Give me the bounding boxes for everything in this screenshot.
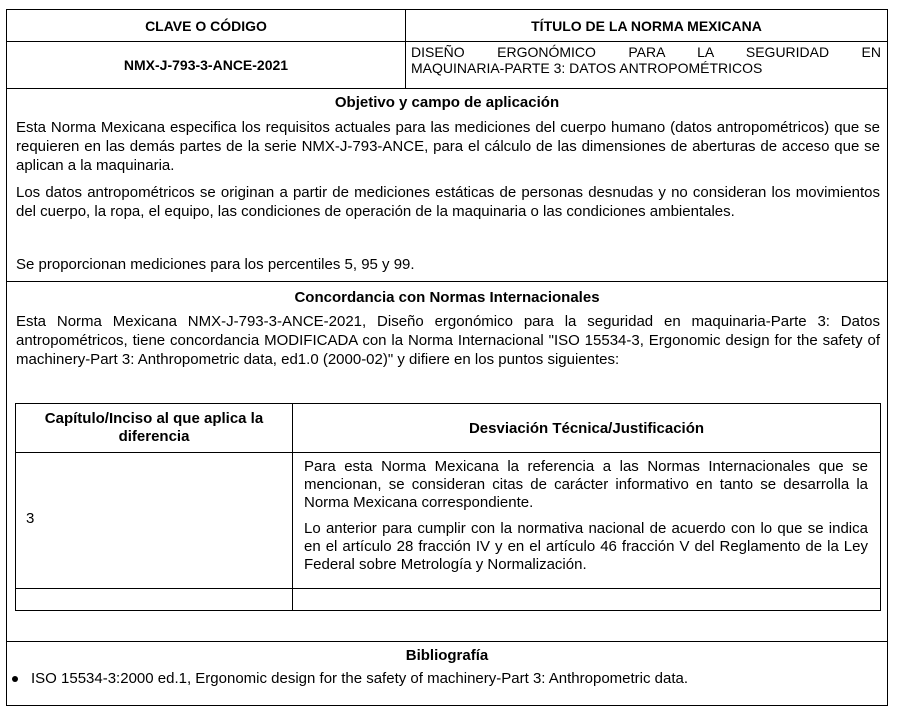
deviation-column-header: Desviación Técnica/Justificación <box>468 419 705 437</box>
title-column-header: TÍTULO DE LA NORMA MEXICANA <box>531 17 762 34</box>
concordance-paragraph: Esta Norma Mexicana NMX-J-793-3-ANCE-2021, Diseño ergonómico para la seguridad en maquinaria-Parte 3: Datos antropométricos, tiene concordancia MODIFICADA con la Norma Internacional "ISO 15534-3, Ergonomic design for the safety of machinery-Part 3: Anthropometric data, ed1.0 (2000-02)" y difiere en los puntos siguientes: <box>16 313 880 368</box>
norm-title-line-2: MAQUINARIA-PARTE 3: DATOS ANTROPOMÉTRICOS <box>411 60 763 76</box>
concordance-heading: Concordancia con Normas Internacionales <box>294 289 600 306</box>
deviation-cell <box>304 458 868 582</box>
norm-summary-table <box>6 9 888 706</box>
objective-paragraph-1: Esta Norma Mexicana especifica los requisitos actuales para las mediciones del cuerpo humano (datos antropométricos) que se requieren en las demás partes de la serie NMX-J-793-ANCE, para el cálculo de las dimensiones de aberturas de acceso que se aplican a la maquinaria. <box>16 119 880 174</box>
bibliography-item-text: ISO 15534-3:2000 ed.1, Ergonomic design for the safety of machinery-Part 3: Anthropometric data. <box>31 670 689 687</box>
row-divider <box>16 588 880 589</box>
objective-paragraph-3: Se proporcionan mediciones para los percentiles 5, 95 y 99. <box>16 256 415 273</box>
header-row <box>7 10 887 42</box>
norm-code: NMX-J-793-3-ANCE-2021 <box>7 42 406 88</box>
norm-title <box>411 44 881 76</box>
deviation-text-1: Para esta Norma Mexicana la referencia a las Normas Internacionales que se mencionan, se consideran citas de carácter informativo en tanto se desarrolla la Norma Mexicana correspondiente. <box>304 458 868 511</box>
bibliography-heading: Bibliografía <box>405 647 489 664</box>
section-divider <box>7 641 887 642</box>
code-column-header: CLAVE O CÓDIGO <box>7 10 406 41</box>
norm-identification-row <box>7 42 887 89</box>
bullet-icon <box>12 676 18 682</box>
section-divider <box>7 281 887 282</box>
objective-paragraph-2: Los datos antropométricos se originan a partir de mediciones estáticas de personas desnudas y no consideran los movimientos del cuerpo, la ropa, el equipo, las condiciones de operación de la maquinaria o las condiciones ambientales. <box>16 184 880 220</box>
clause-cell: 3 <box>26 509 35 527</box>
deviation-text-2: Lo anterior para cumplir con la normativa nacional de acuerdo con lo que se indica en el artículo 28 fracción IV y en el artículo 46 fracción V del Reglamento de la Ley Federal sobre Metrología y Normalización. <box>304 520 868 573</box>
bibliography-item <box>12 669 688 688</box>
clause-column-header: Capítulo/Inciso al que aplica la diferencia <box>44 410 264 445</box>
objective-heading: Objetivo y campo de aplicación <box>334 94 560 111</box>
norm-title-line-1: DISEÑO ERGONÓMICO PARA LA SEGURIDAD EN <box>411 44 881 60</box>
deviation-table <box>15 403 881 611</box>
